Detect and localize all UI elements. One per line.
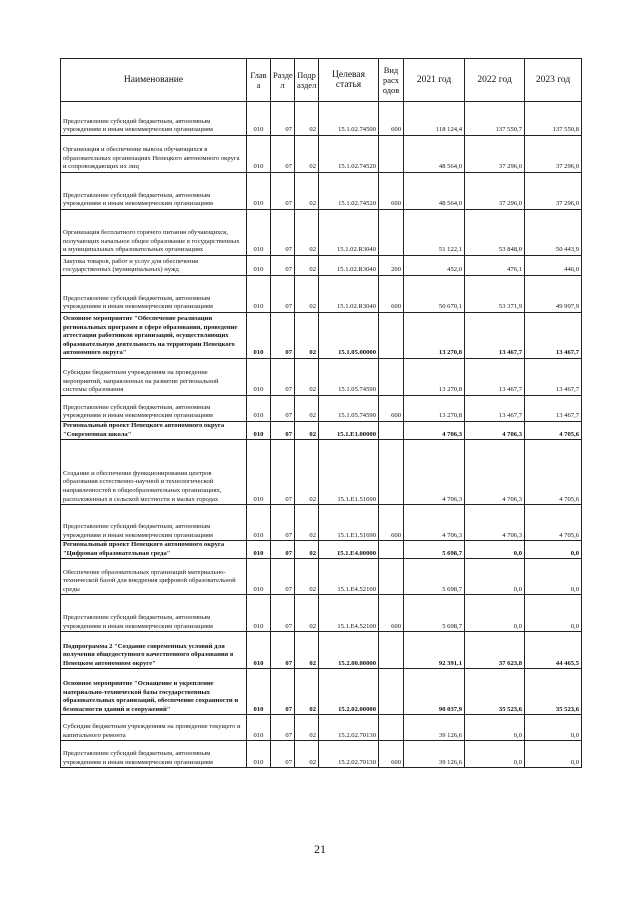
cell-razdel: 07 bbox=[271, 440, 295, 505]
cell-target: 15.2.02.70130 bbox=[319, 715, 379, 741]
cell-y2022: 4 706,3 bbox=[465, 422, 525, 440]
cell-y2021: 51 122,1 bbox=[404, 210, 465, 256]
cell-y2022: 53 848,0 bbox=[465, 210, 525, 256]
cell-glav: 010 bbox=[247, 505, 271, 541]
cell-name: Региональный проект Ненецкого автономного округа "Цифровая образовательная среда" bbox=[61, 541, 247, 559]
cell-target: 15.2.00.00000 bbox=[319, 632, 379, 669]
cell-y2023: 35 523,6 bbox=[525, 669, 582, 715]
cell-target: 15.1.E1.51690 bbox=[319, 505, 379, 541]
cell-target: 15.1.02.74520 bbox=[319, 136, 379, 173]
cell-razdel: 07 bbox=[271, 559, 295, 595]
cell-target: 15.1.E4.52100 bbox=[319, 559, 379, 595]
cell-name: Предоставление субсидий бюджетным, автономным учреждениям и иным некоммерческим организациям bbox=[61, 741, 247, 768]
cell-glav: 010 bbox=[247, 313, 271, 359]
cell-razdel: 07 bbox=[271, 102, 295, 136]
cell-razdel: 07 bbox=[271, 669, 295, 715]
cell-y2023: 0,0 bbox=[525, 715, 582, 741]
header-target: Целевая статья bbox=[319, 59, 379, 102]
header-vid: Вид расх одов bbox=[379, 59, 404, 102]
cell-podrazdel: 02 bbox=[295, 741, 319, 768]
cell-y2023: 0,0 bbox=[525, 741, 582, 768]
table-row bbox=[61, 210, 582, 256]
cell-glav: 010 bbox=[247, 595, 271, 632]
cell-y2021: 39 126,6 bbox=[404, 741, 465, 768]
cell-y2021: 92 391,1 bbox=[404, 632, 465, 669]
cell-glav: 010 bbox=[247, 396, 271, 422]
cell-y2021: 5 698,7 bbox=[404, 595, 465, 632]
cell-y2022: 0,0 bbox=[465, 541, 525, 559]
cell-vid bbox=[379, 559, 404, 595]
cell-y2022: 35 523,6 bbox=[465, 669, 525, 715]
cell-razdel: 07 bbox=[271, 136, 295, 173]
table-row bbox=[61, 173, 582, 210]
cell-podrazdel: 02 bbox=[295, 256, 319, 276]
cell-target: 15.1.E1.51690 bbox=[319, 440, 379, 505]
cell-podrazdel: 02 bbox=[295, 559, 319, 595]
cell-y2021: 4 706,3 bbox=[404, 505, 465, 541]
cell-vid bbox=[379, 422, 404, 440]
table-row bbox=[61, 422, 582, 440]
cell-y2023: 13 467,7 bbox=[525, 313, 582, 359]
cell-podrazdel: 02 bbox=[295, 173, 319, 210]
table-row bbox=[61, 669, 582, 715]
budget-table-page bbox=[60, 58, 581, 768]
cell-y2022: 13 467,7 bbox=[465, 396, 525, 422]
cell-name: Предоставление субсидий бюджетным, автономным учреждениям и иным некоммерческим организациям bbox=[61, 595, 247, 632]
cell-name: Организация и обеспечение вывоза обучающихся в образовательных организациях Ненецкого автономного округа и сопровождающих их лиц bbox=[61, 136, 247, 173]
cell-y2022: 4 706,3 bbox=[465, 505, 525, 541]
cell-podrazdel: 02 bbox=[295, 715, 319, 741]
cell-y2021: 39 126,6 bbox=[404, 715, 465, 741]
cell-razdel: 07 bbox=[271, 595, 295, 632]
cell-y2021: 13 270,8 bbox=[404, 359, 465, 396]
cell-y2023: 37 296,0 bbox=[525, 136, 582, 173]
cell-y2023: 0,0 bbox=[525, 559, 582, 595]
cell-name: Предоставление субсидий бюджетным, автономным учреждениям и иным некоммерческим организациям bbox=[61, 173, 247, 210]
cell-podrazdel: 02 bbox=[295, 276, 319, 313]
cell-podrazdel: 02 bbox=[295, 396, 319, 422]
cell-y2022: 137 550,7 bbox=[465, 102, 525, 136]
table-row bbox=[61, 741, 582, 768]
cell-y2023: 44 465,5 bbox=[525, 632, 582, 669]
cell-target: 15.2.02.70130 bbox=[319, 741, 379, 768]
table-row bbox=[61, 136, 582, 173]
cell-name: Создание и обеспечение функционирования центров образования естественно-научной и технологической направленностей в общеобразовательных организациях, расположенных в сельской местности и малых городах bbox=[61, 440, 247, 505]
cell-name: Предоставление субсидий бюджетным, автономным учреждениям и иным некоммерческим организациям bbox=[61, 102, 247, 136]
cell-razdel: 07 bbox=[271, 359, 295, 396]
table-row bbox=[61, 632, 582, 669]
cell-glav: 010 bbox=[247, 276, 271, 313]
cell-vid: 600 bbox=[379, 102, 404, 136]
cell-y2023: 4 705,6 bbox=[525, 422, 582, 440]
cell-target: 15.2.02.00000 bbox=[319, 669, 379, 715]
cell-name: Основное мероприятие "Оснащение и укрепление материально-технической базы государственных образовательных организаций, обеспечение сохранности и безопасности зданий и сооружений" bbox=[61, 669, 247, 715]
cell-glav: 010 bbox=[247, 632, 271, 669]
cell-podrazdel: 02 bbox=[295, 359, 319, 396]
cell-y2023: 37 296,0 bbox=[525, 173, 582, 210]
cell-y2022: 4 706,3 bbox=[465, 440, 525, 505]
cell-razdel: 07 bbox=[271, 256, 295, 276]
cell-name: Предоставление субсидий бюджетным, автономным учреждениям и иным некоммерческим организациям bbox=[61, 276, 247, 313]
cell-glav: 010 bbox=[247, 102, 271, 136]
table-row bbox=[61, 396, 582, 422]
cell-y2021: 50 670,1 bbox=[404, 276, 465, 313]
cell-y2022: 0,0 bbox=[465, 715, 525, 741]
cell-y2023: 13 467,7 bbox=[525, 396, 582, 422]
cell-vid bbox=[379, 359, 404, 396]
cell-podrazdel: 02 bbox=[295, 541, 319, 559]
cell-y2023: 4 705,6 bbox=[525, 505, 582, 541]
cell-target: 15.1.02.74520 bbox=[319, 173, 379, 210]
cell-y2022: 53 371,9 bbox=[465, 276, 525, 313]
cell-razdel: 07 bbox=[271, 313, 295, 359]
cell-podrazdel: 02 bbox=[295, 505, 319, 541]
table-row bbox=[61, 256, 582, 276]
header-row bbox=[61, 59, 582, 102]
table-row bbox=[61, 440, 582, 505]
cell-y2021: 4 706,3 bbox=[404, 440, 465, 505]
table-row bbox=[61, 595, 582, 632]
cell-target: 15.1.E4.00000 bbox=[319, 541, 379, 559]
cell-y2022: 37 296,0 bbox=[465, 136, 525, 173]
cell-y2023: 13 467,7 bbox=[525, 359, 582, 396]
cell-vid bbox=[379, 669, 404, 715]
header-glav: Глав а bbox=[247, 59, 271, 102]
cell-vid bbox=[379, 632, 404, 669]
cell-name: Субсидии бюджетным учреждениям на проведение текущего и капитального ремонта bbox=[61, 715, 247, 741]
table-row bbox=[61, 559, 582, 595]
cell-vid bbox=[379, 136, 404, 173]
cell-name: Подпрограмма 2 "Создание современных условий для получения общедоступного качественного образования в Ненецком автономном округе" bbox=[61, 632, 247, 669]
cell-y2021: 452,0 bbox=[404, 256, 465, 276]
cell-glav: 010 bbox=[247, 359, 271, 396]
cell-name: Предоставление субсидий бюджетным, автономным учреждениям и иным некоммерческим организациям bbox=[61, 505, 247, 541]
table-body bbox=[61, 102, 582, 768]
cell-y2021: 48 564,0 bbox=[404, 136, 465, 173]
table-row bbox=[61, 102, 582, 136]
cell-y2022: 13 467,7 bbox=[465, 313, 525, 359]
cell-y2023: 137 550,8 bbox=[525, 102, 582, 136]
cell-y2023: 49 997,9 bbox=[525, 276, 582, 313]
cell-y2021: 90 037,9 bbox=[404, 669, 465, 715]
cell-podrazdel: 02 bbox=[295, 136, 319, 173]
cell-podrazdel: 02 bbox=[295, 440, 319, 505]
cell-razdel: 07 bbox=[271, 632, 295, 669]
cell-vid: 600 bbox=[379, 276, 404, 313]
cell-glav: 010 bbox=[247, 136, 271, 173]
cell-razdel: 07 bbox=[271, 173, 295, 210]
cell-razdel: 07 bbox=[271, 396, 295, 422]
cell-target: 15.1.02.R3040 bbox=[319, 276, 379, 313]
cell-y2023: 0,0 bbox=[525, 595, 582, 632]
cell-razdel: 07 bbox=[271, 276, 295, 313]
cell-y2021: 5 698,7 bbox=[404, 559, 465, 595]
cell-target: 15.1.02.R3040 bbox=[319, 256, 379, 276]
cell-target: 15.1.05.00000 bbox=[319, 313, 379, 359]
cell-y2022: 0,0 bbox=[465, 741, 525, 768]
cell-vid bbox=[379, 210, 404, 256]
cell-podrazdel: 02 bbox=[295, 210, 319, 256]
cell-target: 15.1.E4.52100 bbox=[319, 595, 379, 632]
cell-y2022: 0,0 bbox=[465, 559, 525, 595]
cell-y2023: 4 705,6 bbox=[525, 440, 582, 505]
cell-y2021: 13 270,8 bbox=[404, 396, 465, 422]
cell-name: Закупка товаров, работ и услуг для обеспечения государственных (муниципальных) нужд bbox=[61, 256, 247, 276]
table-row bbox=[61, 715, 582, 741]
cell-name: Предоставление субсидий бюджетным, автономным учреждениям и иным некоммерческим организациям bbox=[61, 396, 247, 422]
cell-y2023: 446,0 bbox=[525, 256, 582, 276]
cell-y2023: 0,0 bbox=[525, 541, 582, 559]
cell-target: 15.1.02.R3040 bbox=[319, 210, 379, 256]
table-row bbox=[61, 313, 582, 359]
cell-vid: 600 bbox=[379, 595, 404, 632]
table-row bbox=[61, 505, 582, 541]
cell-glav: 010 bbox=[247, 422, 271, 440]
cell-y2023: 50 443,9 bbox=[525, 210, 582, 256]
table-row bbox=[61, 276, 582, 313]
cell-glav: 010 bbox=[247, 741, 271, 768]
cell-y2022: 37 623,8 bbox=[465, 632, 525, 669]
cell-razdel: 07 bbox=[271, 741, 295, 768]
cell-podrazdel: 02 bbox=[295, 669, 319, 715]
header-2023: 2023 год bbox=[525, 59, 582, 102]
cell-y2021: 13 270,8 bbox=[404, 313, 465, 359]
header-razdel: Разде л bbox=[271, 59, 295, 102]
cell-vid bbox=[379, 715, 404, 741]
cell-podrazdel: 02 bbox=[295, 102, 319, 136]
table-row bbox=[61, 359, 582, 396]
cell-name: Организация бесплатного горячего питания обучающихся, получающих начальное общее образование в государственных и муниципальных образовательных организациях bbox=[61, 210, 247, 256]
cell-name: Обеспечение образовательных организаций материально-технической базой для внедрения цифровой образовательной среды bbox=[61, 559, 247, 595]
cell-glav: 010 bbox=[247, 669, 271, 715]
budget-table bbox=[60, 58, 582, 768]
cell-vid bbox=[379, 541, 404, 559]
cell-vid: 600 bbox=[379, 173, 404, 210]
cell-glav: 010 bbox=[247, 256, 271, 276]
cell-y2022: 0,0 bbox=[465, 595, 525, 632]
cell-vid bbox=[379, 313, 404, 359]
cell-y2022: 13 467,7 bbox=[465, 359, 525, 396]
cell-name: Субсидии бюджетным учреждениям на проведение мероприятий, направленных на развитие региональной системы образования bbox=[61, 359, 247, 396]
cell-target: 15.1.05.74590 bbox=[319, 359, 379, 396]
cell-podrazdel: 02 bbox=[295, 422, 319, 440]
cell-glav: 010 bbox=[247, 210, 271, 256]
cell-podrazdel: 02 bbox=[295, 313, 319, 359]
cell-glav: 010 bbox=[247, 173, 271, 210]
cell-razdel: 07 bbox=[271, 715, 295, 741]
cell-target: 15.1.05.74590 bbox=[319, 396, 379, 422]
cell-y2021: 5 698,7 bbox=[404, 541, 465, 559]
cell-name: Региональный проект Ненецкого автономного округа "Современная школа" bbox=[61, 422, 247, 440]
page-number: 21 bbox=[314, 842, 326, 856]
cell-vid: 600 bbox=[379, 741, 404, 768]
header-2021: 2021 год bbox=[404, 59, 465, 102]
cell-razdel: 07 bbox=[271, 541, 295, 559]
cell-target: 15.1.02.74500 bbox=[319, 102, 379, 136]
cell-y2022: 476,1 bbox=[465, 256, 525, 276]
cell-vid: 200 bbox=[379, 256, 404, 276]
cell-podrazdel: 02 bbox=[295, 632, 319, 669]
cell-y2021: 4 706,3 bbox=[404, 422, 465, 440]
cell-glav: 010 bbox=[247, 440, 271, 505]
table-row bbox=[61, 541, 582, 559]
cell-podrazdel: 02 bbox=[295, 595, 319, 632]
header-name: Наименование bbox=[61, 59, 247, 102]
cell-glav: 010 bbox=[247, 541, 271, 559]
cell-y2021: 118 124,4 bbox=[404, 102, 465, 136]
cell-vid: 600 bbox=[379, 396, 404, 422]
cell-razdel: 07 bbox=[271, 505, 295, 541]
cell-razdel: 07 bbox=[271, 210, 295, 256]
cell-y2022: 37 296,0 bbox=[465, 173, 525, 210]
header-2022: 2022 год bbox=[465, 59, 525, 102]
cell-glav: 010 bbox=[247, 559, 271, 595]
cell-vid bbox=[379, 440, 404, 505]
cell-glav: 010 bbox=[247, 715, 271, 741]
cell-razdel: 07 bbox=[271, 422, 295, 440]
header-podrazdel: Подр аздел bbox=[295, 59, 319, 102]
cell-vid: 600 bbox=[379, 505, 404, 541]
cell-target: 15.1.E1.00000 bbox=[319, 422, 379, 440]
cell-y2021: 48 564,0 bbox=[404, 173, 465, 210]
cell-name: Основное мероприятие "Обеспечение реализации региональных программ в сфере образования, проведение аттестации работников организаций, осуществляющих образовательную деятельность на территории Ненецкого автономного округа" bbox=[61, 313, 247, 359]
